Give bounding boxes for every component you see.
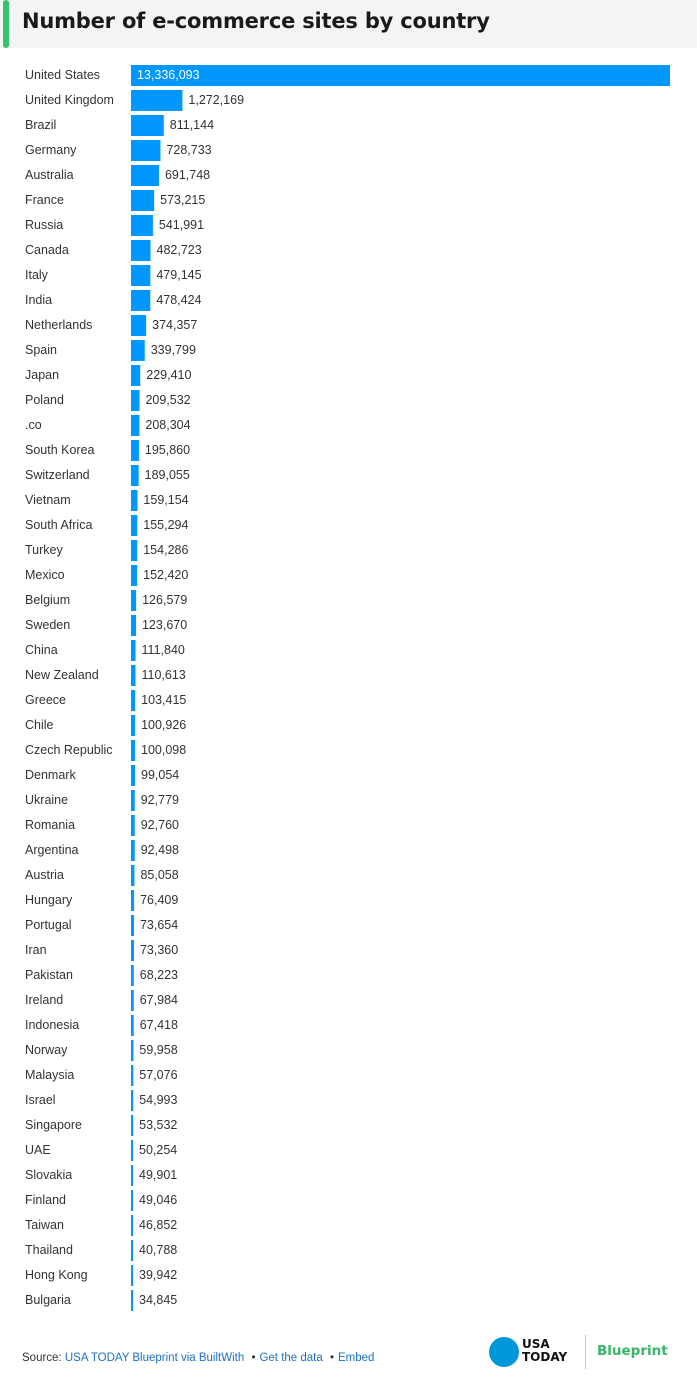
value-label: 40,788	[139, 1243, 178, 1257]
category-label: United States	[25, 68, 101, 82]
category-label: UAE	[25, 1143, 51, 1157]
bar[interactable]	[131, 890, 134, 911]
logo-divider	[585, 1335, 586, 1369]
category-label: Romania	[25, 818, 76, 832]
bar[interactable]	[131, 365, 140, 386]
bar[interactable]	[131, 1265, 133, 1286]
category-label: Brazil	[25, 118, 57, 132]
value-label: 49,901	[139, 1168, 178, 1182]
category-label: Singapore	[25, 1118, 82, 1132]
bar[interactable]	[131, 690, 135, 711]
category-label: Taiwan	[25, 1218, 64, 1232]
category-label: Japan	[25, 368, 60, 382]
separator: •	[251, 1352, 256, 1364]
category-label: France	[25, 193, 64, 207]
value-label: 479,145	[156, 268, 202, 282]
bar[interactable]	[131, 840, 135, 861]
category-label: Hong Kong	[25, 1268, 88, 1282]
category-label: Greece	[25, 693, 66, 707]
value-label: 13,336,093	[137, 68, 200, 82]
usa-today-logo-icon	[489, 1337, 519, 1367]
value-label: 478,424	[156, 293, 202, 307]
bar[interactable]	[131, 1140, 133, 1161]
value-label: 92,779	[140, 793, 179, 807]
value-label: 541,991	[158, 218, 205, 232]
category-label: Portugal	[25, 918, 72, 932]
category-label: Thailand	[25, 1243, 73, 1257]
value-label: 155,294	[143, 518, 189, 532]
category-label: Sweden	[25, 618, 71, 632]
footer	[0, 1325, 697, 1379]
value-label: 57,076	[139, 1068, 178, 1082]
bar[interactable]	[131, 765, 135, 786]
category-label: Spain	[25, 343, 57, 357]
bar[interactable]	[131, 1040, 133, 1061]
value-label: 39,942	[139, 1268, 178, 1282]
category-label: Pakistan	[25, 968, 73, 982]
bar[interactable]	[131, 1190, 133, 1211]
bar[interactable]	[131, 90, 182, 111]
bar[interactable]	[131, 815, 135, 836]
bar[interactable]	[131, 340, 145, 361]
bar[interactable]	[131, 1165, 133, 1186]
category-label: Norway	[25, 1043, 68, 1057]
value-label: 53,532	[139, 1118, 178, 1132]
bar[interactable]	[131, 590, 136, 611]
category-label: Israel	[25, 1093, 56, 1107]
embed-link[interactable]: Embed	[338, 1352, 375, 1364]
bar[interactable]	[131, 940, 134, 961]
category-label: Indonesia	[25, 1018, 80, 1032]
value-label: 111,840	[141, 643, 185, 657]
usa-today-logo-text	[522, 1338, 567, 1364]
value-label: 195,860	[144, 443, 191, 457]
chart-title: Number of e-commerce sites by country	[22, 9, 490, 33]
value-label: 152,420	[143, 568, 189, 582]
value-label: 482,723	[156, 243, 202, 257]
value-label: 99,054	[141, 768, 180, 782]
category-label: Ireland	[25, 993, 64, 1007]
bar[interactable]	[131, 565, 137, 586]
blueprint-brand: Blueprint	[597, 1343, 668, 1359]
bar[interactable]	[131, 165, 159, 186]
category-label: Bulgaria	[25, 1293, 71, 1307]
bar[interactable]	[131, 615, 136, 636]
value-label: 59,958	[139, 1043, 178, 1057]
value-label: 811,144	[169, 118, 215, 132]
value-label: 73,654	[139, 918, 179, 932]
value-label: 339,799	[150, 343, 196, 357]
category-label: South Africa	[25, 518, 93, 532]
value-label: 154,286	[143, 543, 189, 557]
value-label: 67,984	[139, 993, 178, 1007]
value-label: 1,272,169	[188, 93, 245, 107]
bar[interactable]	[131, 440, 139, 461]
logo-line-1: USA	[522, 1337, 550, 1351]
category-label: Czech Republic	[25, 743, 113, 757]
category-label: Canada	[25, 243, 69, 257]
bar[interactable]	[131, 515, 137, 536]
bar[interactable]	[131, 465, 139, 486]
value-label: 126,579	[142, 593, 188, 607]
bar[interactable]	[131, 190, 154, 211]
category-label: Hungary	[25, 893, 73, 907]
value-label: 67,418	[139, 1018, 178, 1032]
category-label: Malaysia	[25, 1068, 75, 1082]
value-label: 68,223	[139, 968, 178, 982]
value-label: 92,760	[140, 818, 179, 832]
category-label: United Kingdom	[25, 93, 114, 107]
bar[interactable]	[131, 240, 151, 261]
category-label: Argentina	[25, 843, 79, 857]
value-label: 34,845	[139, 1293, 178, 1307]
category-label: Netherlands	[25, 318, 93, 332]
value-label: 573,215	[160, 193, 206, 207]
value-label: 189,055	[144, 468, 190, 482]
value-label: 76,409	[140, 893, 179, 907]
value-label: 46,852	[139, 1218, 178, 1232]
bar[interactable]	[131, 865, 134, 886]
separator: •	[329, 1352, 334, 1364]
value-label: 85,058	[140, 868, 179, 882]
source-link[interactable]: USA TODAY Blueprint via BuiltWith	[64, 1352, 245, 1364]
category-label: Chile	[25, 718, 54, 732]
source-prefix: Source:	[22, 1352, 62, 1364]
bar[interactable]	[131, 1015, 134, 1036]
bar[interactable]	[131, 65, 670, 86]
category-label: Russia	[25, 218, 64, 232]
value-label: 103,415	[141, 693, 187, 707]
bar[interactable]	[131, 115, 164, 136]
category-label: Belgium	[25, 593, 71, 607]
category-label: Mexico	[25, 568, 65, 582]
value-label: 728,733	[166, 143, 212, 157]
value-label: 691,748	[164, 168, 211, 182]
bar[interactable]	[131, 1290, 133, 1311]
category-label: Switzerland	[25, 468, 90, 482]
category-label: Turkey	[25, 543, 63, 557]
value-label: 110,613	[141, 668, 186, 682]
value-label: 159,154	[143, 493, 189, 507]
value-label: 374,357	[152, 318, 198, 332]
category-label: Vietnam	[25, 493, 71, 507]
category-label: Italy	[25, 268, 48, 282]
category-label: .co	[25, 418, 42, 432]
bar[interactable]	[131, 490, 137, 511]
value-label: 208,304	[145, 418, 191, 432]
bar[interactable]	[131, 290, 150, 311]
category-label: China	[25, 643, 58, 657]
category-label: Poland	[25, 393, 64, 407]
bar[interactable]	[131, 215, 153, 236]
value-label: 54,993	[139, 1093, 178, 1107]
value-label: 73,360	[139, 943, 179, 957]
category-label: Ukraine	[25, 793, 69, 807]
bar[interactable]	[131, 990, 134, 1011]
category-label: South Korea	[25, 443, 95, 457]
bar[interactable]	[131, 540, 137, 561]
bar[interactable]	[131, 640, 136, 661]
value-label: 49,046	[139, 1193, 178, 1207]
category-label: Germany	[25, 143, 77, 157]
bar[interactable]	[131, 1215, 133, 1236]
logo-line-2: TODAY	[522, 1350, 568, 1364]
bar[interactable]	[131, 315, 146, 336]
bar[interactable]	[131, 265, 150, 286]
category-label: Iran	[25, 943, 47, 957]
get-data-link[interactable]: Get the data	[259, 1352, 323, 1364]
category-label: Austria	[25, 868, 64, 882]
bar[interactable]	[131, 415, 139, 436]
bar[interactable]	[131, 390, 139, 411]
category-label: Australia	[25, 168, 74, 182]
bar[interactable]	[131, 715, 135, 736]
category-label: India	[25, 293, 53, 307]
value-label: 123,670	[141, 618, 188, 632]
value-label: 92,498	[140, 843, 179, 857]
bar[interactable]	[131, 790, 135, 811]
bar[interactable]	[131, 665, 135, 686]
source-line	[22, 1352, 374, 1364]
bar[interactable]	[131, 1090, 133, 1111]
bar[interactable]	[131, 915, 134, 936]
bar[interactable]	[131, 740, 135, 761]
category-label: Finland	[25, 1193, 66, 1207]
category-label: Denmark	[25, 768, 76, 782]
value-label: 50,254	[139, 1143, 178, 1157]
bar[interactable]	[131, 1115, 133, 1136]
bar[interactable]	[131, 1240, 133, 1261]
bar[interactable]	[131, 965, 134, 986]
value-label: 229,410	[146, 368, 192, 382]
value-label: 209,532	[145, 393, 191, 407]
bar[interactable]	[131, 140, 160, 161]
category-label: New Zealand	[25, 668, 99, 682]
bar[interactable]	[131, 1065, 133, 1086]
value-label: 100,098	[141, 743, 187, 757]
category-label: Slovakia	[25, 1168, 73, 1182]
value-label: 100,926	[141, 718, 187, 732]
